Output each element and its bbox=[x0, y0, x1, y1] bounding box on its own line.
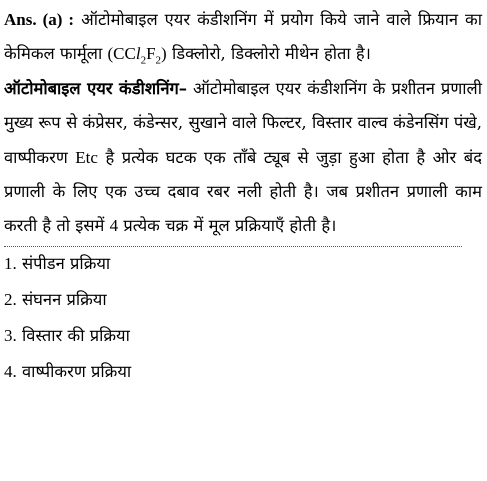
formula-sub-1: 2 bbox=[140, 54, 147, 67]
explanation-text-2: है प्रत्येक घटक एक ताँबे ट्यूब से जुड़ा हुआ होता है ओर बंद प्रणाली के लिए एक उच्च दबाव रबर नली होती है। जब प्रशीतन प्रणाली काम करती है तो इसमें bbox=[4, 147, 482, 236]
answer-paragraph bbox=[4, 3, 482, 72]
formula-f: F bbox=[146, 44, 156, 64]
answer-text-before: ऑटोमोबाइल एयर कंडीशनिंग में प्रयोग किये जाने वाले फ्रियान का केमिकल फार्मूला bbox=[4, 10, 482, 64]
list-item bbox=[4, 245, 482, 283]
process-list bbox=[4, 245, 482, 391]
explanation-paragraph bbox=[4, 72, 482, 244]
chemical-formula bbox=[107, 44, 167, 67]
explanation-text-1: ऑटोमोबाइल एयर कंडीशनिंग के प्रशीतन प्रणाली मुख्य रूप से कंप्रेसर, कंडेन्सर, सुखाने वाले फिल्टर, विस्तार वाल्व कंडेनसिंग पंखे, वाष्पीकरण bbox=[4, 78, 482, 167]
list-item-number: 4. bbox=[4, 361, 17, 381]
list-item bbox=[4, 317, 482, 355]
list-item-number: 1. bbox=[4, 253, 17, 273]
answer-label: Ans. (a) : bbox=[4, 10, 75, 29]
cycle-count: 4 bbox=[109, 216, 119, 236]
list-item-number: 2. bbox=[4, 289, 17, 309]
formula-close: ) bbox=[161, 44, 167, 64]
list-item-label: संघनन प्रक्रिया bbox=[22, 289, 107, 309]
answer-text-after: डिक्लोरो, डिक्लोरो मीथेन होता है। bbox=[171, 44, 371, 64]
list-item bbox=[4, 281, 482, 319]
list-item-number: 3. bbox=[4, 325, 17, 345]
etc-text: Etc bbox=[75, 147, 98, 167]
formula-sub-2: 2 bbox=[155, 54, 162, 67]
list-item-label: वाष्पीकरण प्रक्रिया bbox=[22, 361, 132, 381]
list-item-label: विस्तार की प्रक्रिया bbox=[22, 325, 130, 345]
formula-l: l bbox=[135, 44, 141, 64]
explanation-heading: ऑटोमोबाइल एयर कंडीशनिंग– bbox=[4, 78, 188, 98]
explanation-text-3: प्रत्येक चक्र में मूल प्रक्रियाएँ होती है। bbox=[123, 216, 337, 236]
list-item bbox=[4, 353, 482, 391]
list-item-label: संपीडन प्रक्रिया bbox=[22, 253, 111, 273]
formula-open: (CC bbox=[107, 44, 136, 64]
document-body bbox=[4, 3, 482, 391]
